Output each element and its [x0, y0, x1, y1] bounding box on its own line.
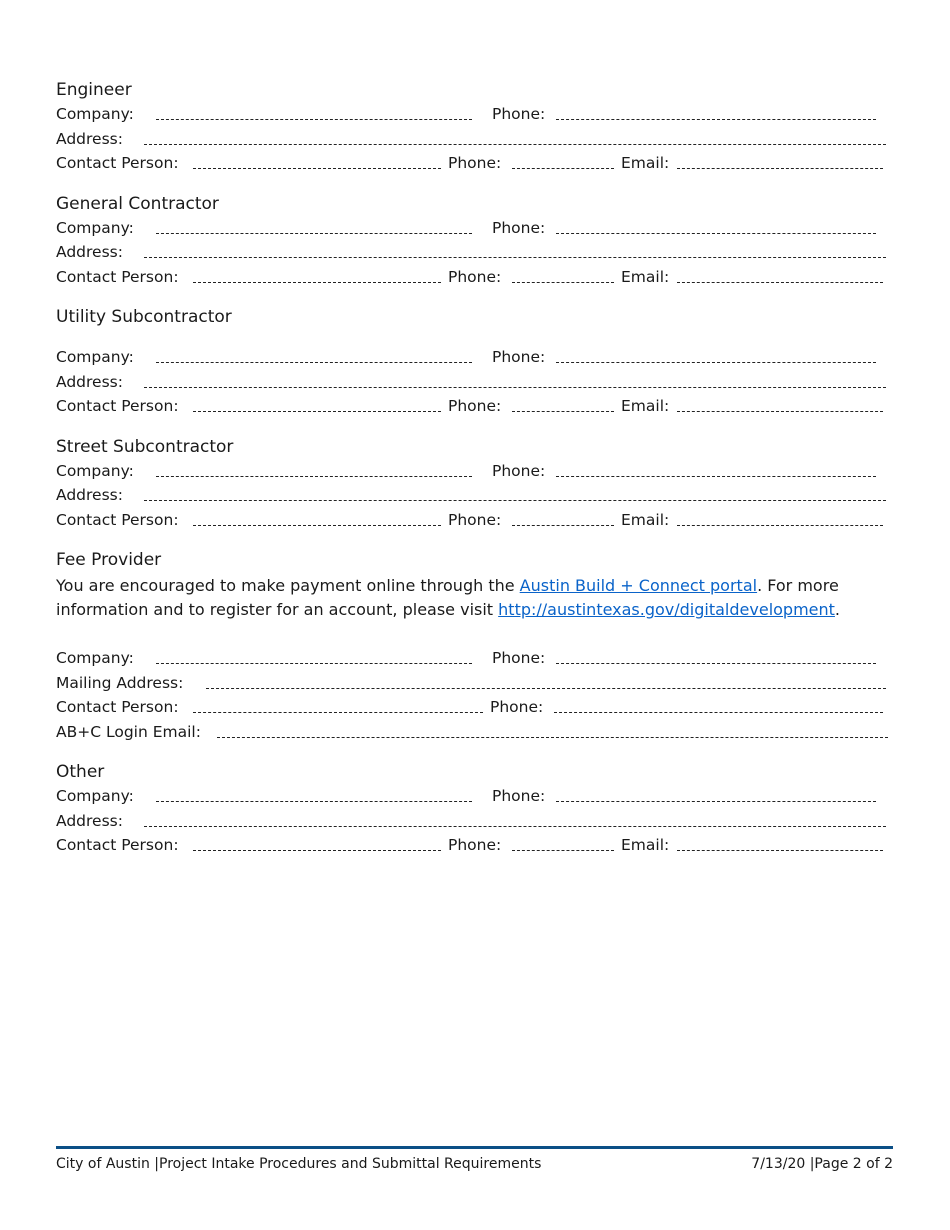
contact-phone-label: Phone:	[448, 267, 502, 286]
contact-person-field[interactable]	[193, 168, 441, 169]
street-subcontractor-section	[56, 435, 890, 533]
email-label: Email:	[621, 510, 670, 529]
contact-phone-label: Phone:	[448, 836, 502, 854]
contact-row	[56, 695, 890, 720]
contact-phone-field[interactable]	[512, 525, 614, 526]
contact-phone-field[interactable]	[512, 282, 614, 283]
company-field[interactable]	[156, 362, 472, 363]
contact-phone-label: Phone:	[448, 397, 502, 415]
phone-label: Phone:	[492, 218, 546, 237]
contact-row	[56, 394, 890, 419]
email-label: Email:	[621, 836, 670, 854]
build-connect-portal-link[interactable]: Austin Build + Connect portal	[519, 576, 758, 595]
contact-phone-label: Phone:	[448, 510, 502, 529]
fee-provider-section	[56, 548, 890, 744]
address-label: Address:	[56, 372, 123, 391]
contact-phone-label: Phone:	[490, 698, 544, 716]
form-content	[56, 78, 890, 858]
abc-login-email-field[interactable]	[217, 737, 888, 738]
address-label: Address:	[56, 486, 123, 504]
company-field[interactable]	[156, 233, 472, 234]
abc-login-email-row	[56, 720, 890, 745]
contact-person-field[interactable]	[193, 525, 441, 526]
company-field[interactable]	[156, 476, 472, 477]
contact-person-label: Contact Person:	[56, 510, 179, 529]
contact-row	[56, 833, 890, 858]
company-row	[56, 646, 890, 671]
company-label: Company:	[56, 348, 134, 366]
company-label: Company:	[56, 218, 134, 237]
address-field[interactable]	[144, 144, 886, 145]
email-field[interactable]	[677, 411, 883, 412]
company-row	[56, 345, 890, 370]
contact-row	[56, 265, 890, 290]
company-field[interactable]	[156, 801, 472, 802]
email-field[interactable]	[677, 525, 883, 526]
digital-development-link[interactable]: http://austintexas.gov/digitaldevelopment	[498, 600, 835, 619]
contact-person-field[interactable]	[193, 712, 483, 713]
address-row	[56, 483, 890, 508]
contact-person-field[interactable]	[193, 850, 441, 851]
company-row	[56, 784, 890, 809]
phone-field[interactable]	[556, 801, 876, 802]
fee-provider-paragraph	[56, 574, 890, 622]
address-field[interactable]	[144, 387, 886, 388]
contact-phone-field[interactable]	[512, 168, 614, 169]
email-label: Email:	[621, 397, 670, 415]
section-title-utility-subcontractor: Utility Subcontractor	[56, 307, 232, 327]
company-field[interactable]	[156, 119, 472, 120]
contact-person-label: Contact Person:	[56, 836, 179, 854]
fee-provider-text-3: .	[834, 600, 841, 619]
email-field[interactable]	[677, 282, 883, 283]
contact-person-label: Contact Person:	[56, 397, 179, 415]
company-label: Company:	[56, 649, 134, 667]
contact-person-field[interactable]	[193, 411, 441, 412]
contact-person-label: Contact Person:	[56, 154, 179, 172]
email-field[interactable]	[677, 850, 883, 851]
section-title-engineer: Engineer	[56, 80, 132, 100]
address-row	[56, 127, 890, 152]
contact-phone-field[interactable]	[512, 850, 614, 851]
phone-field[interactable]	[556, 362, 876, 363]
phone-label: Phone:	[492, 348, 546, 366]
phone-label: Phone:	[492, 105, 546, 123]
address-row	[56, 240, 890, 265]
general-contractor-section	[56, 192, 890, 290]
section-title-fee-provider: Fee Provider	[56, 550, 162, 570]
company-row	[56, 216, 890, 241]
utility-subcontractor-section	[56, 305, 890, 419]
phone-field[interactable]	[556, 233, 876, 234]
contact-person-label: Contact Person:	[56, 698, 179, 716]
engineer-section	[56, 78, 890, 176]
email-field[interactable]	[677, 168, 883, 169]
phone-label: Phone:	[492, 461, 546, 480]
mailing-address-row	[56, 671, 890, 696]
phone-label: Phone:	[492, 787, 546, 805]
section-title-street-subcontractor: Street Subcontractor	[56, 436, 234, 457]
address-row	[56, 370, 890, 395]
footer-page-info: 7/13/20 |Page 2 of 2	[751, 1156, 893, 1172]
mailing-address-field[interactable]	[206, 688, 886, 689]
section-title-other: Other	[56, 762, 105, 782]
contact-row	[56, 151, 890, 176]
email-label: Email:	[621, 267, 670, 286]
contact-row	[56, 508, 890, 533]
address-label: Address:	[56, 811, 123, 830]
phone-field[interactable]	[556, 476, 876, 477]
contact-phone-field[interactable]	[554, 712, 883, 713]
address-label: Address:	[56, 243, 123, 261]
address-label: Address:	[56, 129, 123, 148]
address-row	[56, 809, 890, 834]
contact-phone-field[interactable]	[512, 411, 614, 412]
company-row	[56, 102, 890, 127]
other-section	[56, 760, 890, 858]
address-field[interactable]	[144, 500, 886, 501]
address-field[interactable]	[144, 257, 886, 258]
fee-provider-text-2: . For more information and to register for an account, please visit	[56, 576, 839, 619]
mailing-address-label: Mailing Address:	[56, 673, 184, 692]
company-label: Company:	[56, 787, 134, 805]
section-title-general-contractor: General Contractor	[56, 193, 219, 214]
footer-rule	[56, 1146, 893, 1149]
company-label: Company:	[56, 105, 134, 123]
contact-phone-label: Phone:	[448, 154, 502, 172]
phone-field[interactable]	[556, 663, 876, 664]
email-label: Email:	[621, 154, 670, 172]
company-label: Company:	[56, 461, 134, 480]
footer-left: City of Austin |Project Intake Procedures and Submittal Requirements	[56, 1156, 542, 1172]
company-row	[56, 459, 890, 484]
abc-login-email-label: AB+C Login Email:	[56, 722, 201, 741]
contact-person-field[interactable]	[193, 282, 441, 283]
company-field[interactable]	[156, 663, 472, 664]
footer	[56, 1155, 893, 1175]
phone-label: Phone:	[492, 649, 546, 667]
contact-person-label: Contact Person:	[56, 267, 179, 286]
address-field[interactable]	[144, 826, 886, 827]
phone-field[interactable]	[556, 119, 876, 120]
fee-provider-text-1: You are encouraged to make payment online through the	[56, 576, 520, 595]
